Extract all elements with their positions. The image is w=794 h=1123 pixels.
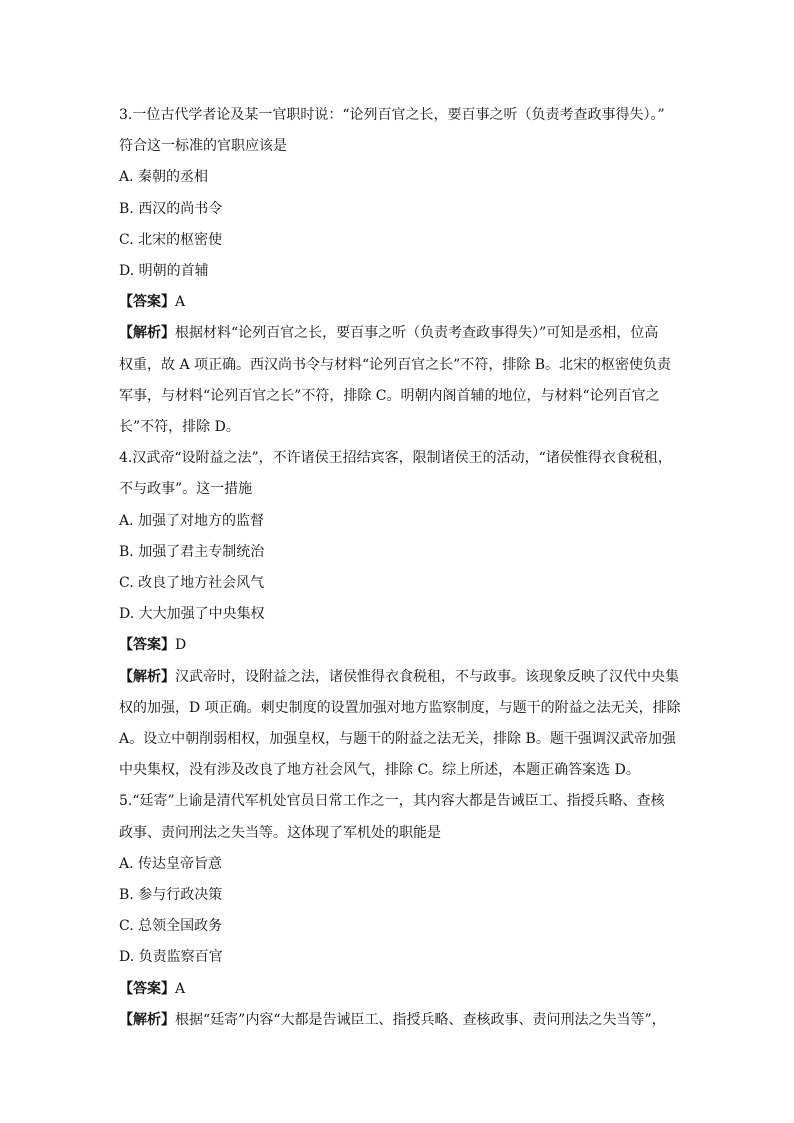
option-b: B. 加强了君主专制统治 xyxy=(119,543,265,560)
analysis-tag: 【解析】 xyxy=(119,325,175,342)
option-d: D. 明朝的首辅 xyxy=(119,263,209,280)
question-stem-line: 符合这一标准的官职应该是 xyxy=(119,138,287,155)
answer-value: D xyxy=(175,637,187,654)
option-a: A. 秦朝的丞相 xyxy=(119,169,209,186)
answer-line xyxy=(119,974,679,1005)
analysis-tag: 【解析】 xyxy=(119,668,175,685)
option-a: A. 传达皇帝旨意 xyxy=(119,855,223,872)
question-3 xyxy=(119,100,679,443)
analysis xyxy=(119,1005,679,1036)
analysis-text: 根据“廷寄”内容“大都是告诫臣工、指授兵略、查核政事、责问刑法之失当等”， xyxy=(175,1011,666,1028)
question-stem-line: 4.汉武帝“设附益之法”，不许诸侯王招结宾客，限制诸侯王的活动，“诸侯惟得衣食税租， xyxy=(119,450,672,467)
analysis-line: 权的加强，D 项正确。刺史制度的设置加强对地方监察制度，与题干的附益之法无关，排除 xyxy=(119,699,681,716)
option-c: C. 改良了地方社会风气 xyxy=(119,575,265,592)
answer-line xyxy=(119,630,679,661)
analysis-line xyxy=(119,1005,679,1036)
answer-value: A xyxy=(175,980,186,997)
analysis xyxy=(119,318,679,443)
document-page xyxy=(119,100,679,1036)
option-c: C. 北宋的枢密使 xyxy=(119,231,223,248)
option-b: B. 西汉的尚书令 xyxy=(119,200,223,217)
option-d: D. 负责监察百官 xyxy=(119,949,223,966)
analysis xyxy=(119,662,679,787)
analysis-tag: 【解析】 xyxy=(119,1011,175,1028)
analysis-text: 根据材料“论列百官之长，要百事之听（负责考查政事得失）”可知是丞相，位高 xyxy=(175,325,659,342)
option-d: D. 大大加强了中央集权 xyxy=(119,606,265,623)
answer-tag: 【答案】 xyxy=(119,980,175,997)
question-stem-line: 政事、责问刑法之失当等。这体现了军机处的职能是 xyxy=(119,824,441,841)
option-c: C. 总领全国政务 xyxy=(119,918,223,935)
question-stem-line: 3.一位古代学者论及某一官职时说：“论列百官之长，要百事之听（负责考查政事得失）。” xyxy=(119,107,665,123)
option-b: B. 参与行政决策 xyxy=(119,887,223,904)
analysis-text: 汉武帝时，设附益之法，诸侯惟得衣食税租，不与政事。该现象反映了汉代中央集 xyxy=(175,668,679,685)
question-4 xyxy=(119,443,679,786)
question-stem-line: 5.“廷寄”上谕是清代军机处官员日常工作之一，其内容大都是告诫臣工、指授兵略、查核 xyxy=(119,793,665,810)
analysis-line: 权重，故 A 项正确。西汉尚书令与材料“论列百官之长”不符，排除 B。北宋的枢密使负责 xyxy=(119,356,672,373)
question-stem-line: 不与政事”。这一措施 xyxy=(119,481,253,498)
analysis-line: A。设立中朝削弱相权，加强皇权，与题干的附益之法无关，排除 B。题干强调汉武帝加强 xyxy=(119,731,676,748)
answer-value: A xyxy=(175,294,186,311)
answer-line xyxy=(119,287,679,318)
analysis-line: 长”不符，排除 D。 xyxy=(119,419,240,436)
analysis-line: 中央集权，没有涉及改良了地方社会风气，排除 C。综上所述，本题正确答案选 D。 xyxy=(119,762,640,779)
analysis-line: 军事，与材料“论列百官之长”不符，排除 C。明朝内阁首辅的地位，与材料“论列百官之 xyxy=(119,387,660,404)
answer-tag: 【答案】 xyxy=(119,294,175,311)
analysis-line xyxy=(119,318,679,349)
question-5 xyxy=(119,786,679,1036)
option-a: A. 加强了对地方的监督 xyxy=(119,512,265,529)
analysis-line xyxy=(119,662,679,693)
answer-tag: 【答案】 xyxy=(119,637,175,654)
